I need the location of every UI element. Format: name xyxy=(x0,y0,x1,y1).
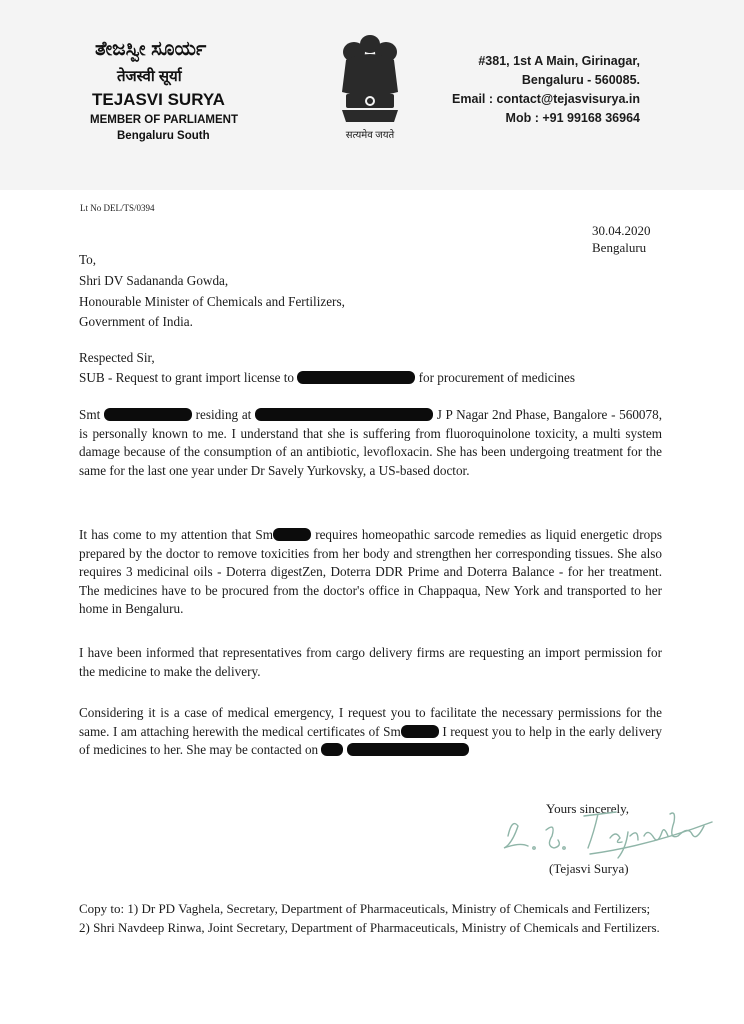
paragraph-2 xyxy=(79,526,662,619)
constituency: Bengaluru South xyxy=(117,130,210,142)
redaction-bar xyxy=(401,725,439,738)
subject-suffix: for procurement of medicines xyxy=(418,370,575,385)
p2-end: requires homeopathic sarcode remedies as liquid energetic drops prepared by the doctor to remove toxicities from her body and strengthen her corresponding tissues. She also requires 3 medicinal oils - Doterra digestZen, Doterra DDR Prime and Doterra Balance - for her treatment. The medicines have to be procured from the doctor's office in Chappaqua, New York and transported to her home in Bengaluru. xyxy=(79,527,662,617)
redaction-bar xyxy=(104,408,192,421)
mobile: Mob : +91 99168 36964 xyxy=(505,111,640,125)
redaction-bar xyxy=(321,743,343,756)
salutation: Respected Sir, xyxy=(79,350,155,365)
emblem-motto: सत्यमेव जयते xyxy=(345,130,395,141)
paragraph-1 xyxy=(79,406,662,480)
letterhead xyxy=(0,0,744,190)
date-place xyxy=(592,222,651,256)
name-kannada: ತೇಜಸ್ವೀ ಸೂರ್ಯ xyxy=(95,38,207,60)
p4-start: Considering it is a case of medical emergency, I request you to facilitate the necessary permissions for the same. I am attaching herewith the medical certificates of Sm xyxy=(79,705,662,739)
address-to: To, xyxy=(79,252,97,267)
recipient-org: Government of India. xyxy=(79,314,193,329)
subject-line xyxy=(79,370,575,386)
p1-end: J P Nagar 2nd Phase, Bangalore - 560078, is personally known to me. I understand that she is suffering from fluoroquinolone toxicity, a multi system damage because of the consumption of an antibiotic, levofloxacin. She has been undergoing treatment for the same for the last one year under Dr Savely Yurkovsky, a US-based doctor. xyxy=(79,407,663,478)
handwritten-signature xyxy=(498,796,718,866)
redaction-bar xyxy=(347,743,469,756)
letter-place: Bengaluru xyxy=(592,240,647,255)
subject-prefix: SUB - Request to grant import license to xyxy=(79,370,294,385)
redaction-bar xyxy=(297,371,415,384)
recipient-title: Honourable Minister of Chemicals and Fertilizers, xyxy=(79,294,345,309)
p4-end: I request you to help in the early delivery of medicines to her. She may be contacted on xyxy=(79,723,662,758)
reference-number: Lt No DEL/TS/0394 xyxy=(80,203,155,213)
p2-start: It has come to my attention that Sm xyxy=(79,527,274,542)
address-line-1: #381, 1st A Main, Girinagar, xyxy=(478,54,640,68)
name-hindi: तेजस्वी सूर्या xyxy=(117,68,182,85)
copy-to xyxy=(79,900,699,937)
paragraph-3: I have been informed that representatives from cargo delivery firms are requesting an import permission for the medicine to make the delivery. xyxy=(79,645,662,679)
p1-start: Smt xyxy=(79,407,101,422)
copy-recipient-2: 2) Shri Navdeep Rinwa, Joint Secretary, Department of Pharmaceuticals, Ministry of Chemicals and Fertilizers. xyxy=(79,919,660,935)
closing: Yours sincerely, xyxy=(546,801,630,816)
contact-block xyxy=(452,52,640,128)
copy-recipient-1: Copy to: 1) Dr PD Vaghela, Secretary, Department of Pharmaceuticals, Ministry of Chemicals and Fertilizers; xyxy=(79,901,651,916)
redaction-bar xyxy=(255,408,433,421)
mp-role: MEMBER OF PARLIAMENT xyxy=(90,114,239,126)
address-line-2: Bengaluru - 560085. xyxy=(521,73,640,87)
email: Email : contact@tejasvisurya.in xyxy=(452,92,640,106)
mp-name: TEJASVI SURYA xyxy=(92,90,225,109)
p1-middle: residing at xyxy=(195,407,252,422)
letter-date: 30.04.2020 xyxy=(592,223,651,238)
paragraph-4 xyxy=(79,704,662,760)
recipient-name: Shri DV Sadananda Gowda, xyxy=(79,273,229,288)
redaction-bar xyxy=(273,528,311,541)
signatory-name: (Tejasvi Surya) xyxy=(549,861,629,876)
